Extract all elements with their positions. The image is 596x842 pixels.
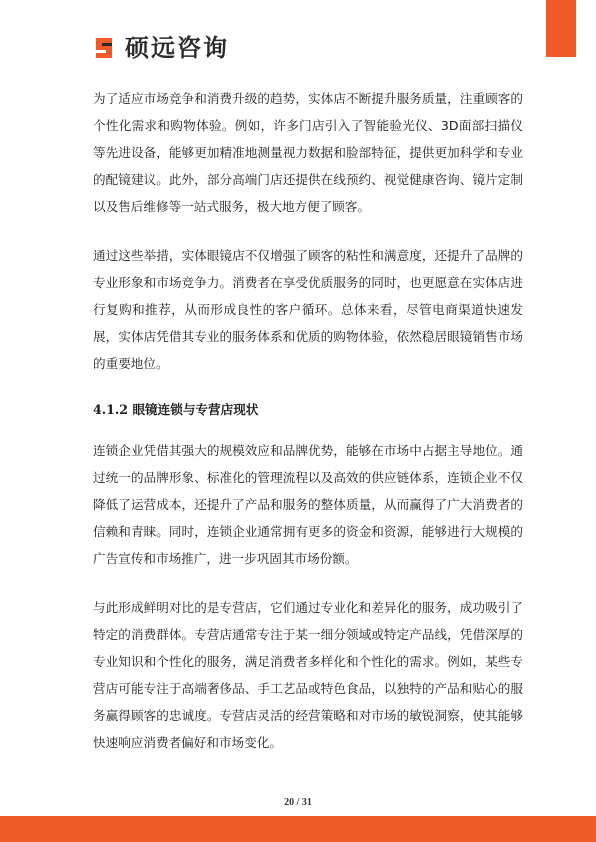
- paragraph-2: 通过这些举措，实体眼镜店不仅增强了顾客的粘性和满意度，还提升了品牌的专业形象和市场竞争力。消费者在享受优质服务的同时，也更愿意在实体店进行复购和推荐，从而形成良性的客户循环。总体来看，尽管电商渠道快速发展，实体店凭借其专业的服务体系和优质的购物体验，依然稳居眼镜销售市场的重要地位。: [93, 248, 523, 371]
- paragraph-3: 连锁企业凭借其强大的规模效应和品牌优势，能够在市场中占据主导地位。通过统一的品牌形象、标准化的管理流程以及高效的供应链体系，连锁企业不仅降低了运营成本，还提升了产品和服务的整体质量，从而赢得了广大消费者的信赖和青睐。同时，连锁企业通常拥有更多的资金和资源，能够进行大规模的广告宣传和市场推广，进一步巩固其市场份额。: [93, 443, 523, 566]
- company-logo: [93, 32, 229, 64]
- paragraph-1: 为了适应市场竞争和消费升级的趋势，实体店不断提升服务质量，注重顾客的个性化需求和购物体验。例如，许多门店引入了智能验光仪、3D面部扫描仪等先进设备，能够更加精准地测量视力数据和脸部特征，提供更加科学和专业的配镜建议。此外，部分高端门店还提供在线预约、视觉健康咨询、镜片定制以及售后维修等一站式服务，极大地方便了顾客。: [93, 91, 523, 214]
- brand-mark-icon: [93, 35, 117, 61]
- logo-text: 硕远咨询: [125, 34, 229, 62]
- corner-accent-bar: [546, 0, 576, 57]
- page-number: 20 / 31: [284, 797, 312, 808]
- paragraph-4: 与此形成鲜明对比的是专营店，它们通过专业化和差异化的服务，成功吸引了特定的消费群体。专营店通常专注于某一细分领域或特定产品线，凭借深厚的专业知识和个性化的服务，满足消费者多样化和个性化的需求。例如，某些专营店可能专注于高端奢侈品、手工艺品或特色食品，以独特的产品和贴心的服务赢得顾客的忠诚度。专营店灵活的经营策略和对市场的敏锐洞察，使其能够快速响应消费者偏好和市场变化。: [93, 600, 523, 750]
- document-body: [93, 85, 523, 778]
- footer-accent-bar: [0, 816, 596, 842]
- section-heading: 4.1.2 眼镜连锁与专营店现状: [93, 402, 259, 417]
